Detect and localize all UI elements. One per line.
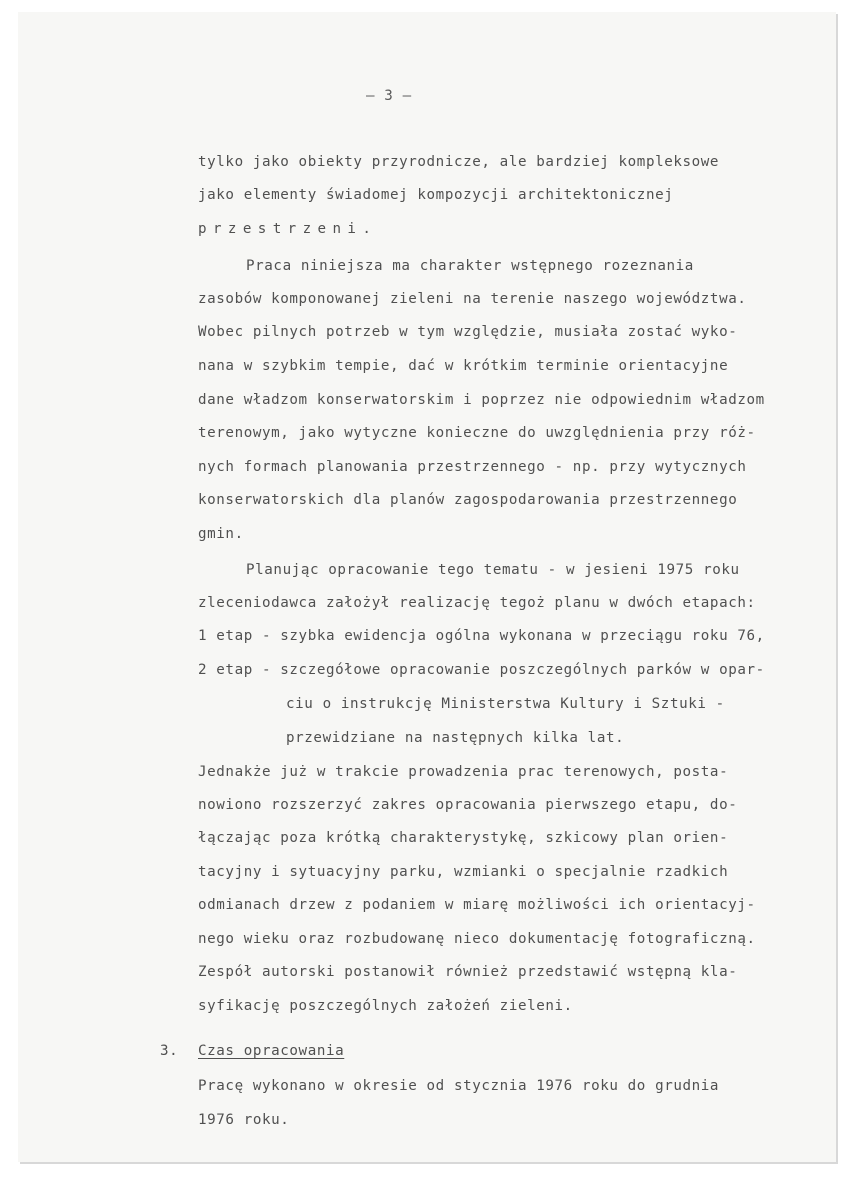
text-line: nego wieku oraz rozbudowanę nieco dokumentację fotograficzną. [198,931,756,947]
text-line: tylko jako obiekty przyrodnicze, ale bardziej kompleksowe [198,154,720,170]
text-line: nych formach planowania przestrzennego - np. przy wytycznych [198,459,747,475]
text-line: 1 etap - szybka ewidencja ogólna wykonana w przeciągu roku 76, [198,628,765,644]
text-line: gmin. [198,526,244,542]
text-line: jako elementy świadomej kompozycji architektonicznej [198,187,674,203]
page-number: — 3 — [366,88,412,104]
text-line: nana w szybkim tempie, dać w krótkim terminie orientacyjne [198,358,729,374]
text-line: Wobec pilnych potrzeb w tym względzie, musiała zostać wyko- [198,324,738,340]
text-line: Planując opracowanie tego tematu - w jesieni 1975 roku [246,562,740,578]
section-heading: Czas opracowania [198,1043,345,1059]
text-line: nowiono rozszerzyć zakres opracowania pierwszego etapu, do- [198,797,738,813]
text-line: przestrzeni. [198,221,378,237]
text-line: ciu o instrukcję Ministerstwa Kultury i Sztuki - [286,696,725,712]
text-line: zasobów komponowanej zieleni na terenie naszego województwa. [198,291,747,307]
text-line: konserwatorskich dla planów zagospodarowania przestrzennego [198,492,738,508]
text-line: syfikację poszczególnych założeń zieleni. [198,998,573,1014]
section-text-line: 1976 roku. [198,1112,290,1128]
text-line: Jednakże już w trakcie prowadzenia prac terenowych, posta- [198,764,729,780]
text-line: dane władzom konserwatorskim i poprzez nie odpowiednim władzom [198,392,765,408]
text-line: łączając poza krótką charakterystykę, szkicowy plan orien- [198,830,729,846]
text-line: Zespół autorski postanowił również przedstawić wstępną kla- [198,964,738,980]
text-line: zleceniodawca założył realizację tegoż planu w dwóch etapach: [198,595,756,611]
text-line: odmianach drzew z podaniem w miarę możliwości ich orientacyj- [198,897,756,913]
text-line: Praca niniejsza ma charakter wstępnego rozeznania [246,258,694,274]
text-line: tacyjny i sytuacyjny parku, wzmianki o specjalnie rzadkich [198,864,729,880]
section-number: 3. [160,1043,179,1059]
text-line: terenowym, jako wytyczne konieczne do uwzględnienia przy róż- [198,425,756,441]
section-text-line: Pracę wykonano w okresie od stycznia 1976 roku do grudnia [198,1078,720,1094]
text-line: przewidziane na następnych kilka lat. [286,730,625,746]
text-line: 2 etap - szczegółowe opracowanie poszczególnych parków w opar- [198,662,765,678]
